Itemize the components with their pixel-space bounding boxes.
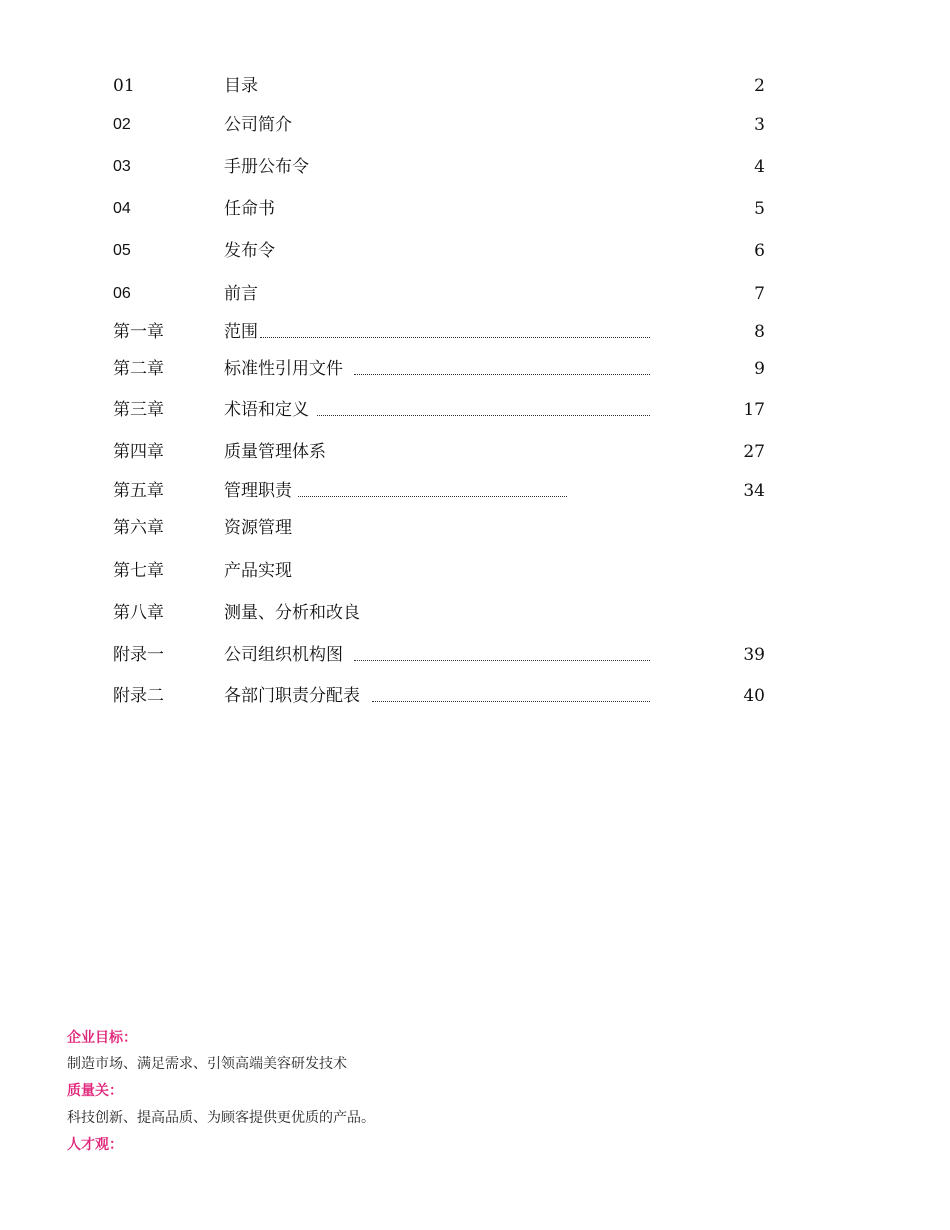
toc-title: 任命书: [224, 199, 275, 219]
quality-label: 质量关：: [67, 1083, 123, 1099]
toc-number: 第五章: [113, 481, 164, 501]
dot-leader: [317, 415, 650, 416]
toc-row[interactable]: [0, 110, 950, 140]
toc-number: 第七章: [113, 561, 164, 581]
toc-number: 第二章: [113, 359, 164, 379]
toc-row[interactable]: [0, 354, 950, 384]
toc-title: 前言: [224, 284, 258, 304]
toc-number: 第六章: [113, 518, 164, 538]
toc-row[interactable]: [0, 556, 950, 586]
toc-page-number: 6: [754, 241, 765, 261]
toc-row[interactable]: [0, 236, 950, 266]
toc-row[interactable]: [0, 152, 950, 182]
toc-row[interactable]: [0, 317, 950, 347]
toc-page-number: 27: [743, 442, 765, 462]
dot-leader: [298, 496, 567, 497]
toc-title: 公司组织机构图: [224, 645, 343, 665]
toc-title: 公司简介: [224, 115, 292, 135]
toc-number: 附录二: [113, 686, 164, 706]
toc-row[interactable]: [0, 437, 950, 467]
toc-title: 质量管理体系: [224, 442, 326, 462]
toc-row[interactable]: [0, 513, 950, 543]
toc-number: 第八章: [113, 603, 164, 623]
toc-row[interactable]: [0, 71, 950, 101]
toc-page-number: 7: [754, 284, 765, 304]
toc-number: 02: [113, 116, 131, 133]
toc-title: 资源管理: [224, 518, 292, 538]
toc-number: 第四章: [113, 442, 164, 462]
toc-title: 手册公布令: [224, 157, 309, 177]
toc-title: 术语和定义: [224, 400, 309, 420]
toc-page-number: 9: [754, 359, 765, 379]
toc-title: 范围: [224, 322, 258, 342]
toc-title: 测量、分析和改良: [224, 603, 360, 623]
toc-number: 06: [113, 285, 131, 302]
toc-title: 产品实现: [224, 561, 292, 581]
toc-number: 04: [113, 200, 131, 217]
toc-row[interactable]: [0, 194, 950, 224]
toc-number: 第一章: [113, 322, 164, 342]
toc-row[interactable]: [0, 476, 950, 506]
talent-label: 人才观：: [67, 1137, 123, 1153]
toc-page-number: 34: [743, 481, 765, 501]
dot-leader: [354, 660, 650, 661]
dot-leader: [372, 701, 650, 702]
toc-number: 05: [113, 242, 131, 259]
toc-page-number: 39: [743, 645, 765, 665]
toc-title: 各部门职责分配表: [224, 686, 360, 706]
toc-page-number: 3: [754, 115, 765, 135]
toc-number: 01: [113, 76, 135, 96]
goal-text: 制造市场、满足需求、引领高端美容研发技术: [67, 1056, 347, 1072]
toc-page-number: 2: [754, 76, 765, 96]
quality-text: 科技创新、提高品质、为顾客提供更优质的产品。: [67, 1110, 375, 1126]
toc-row[interactable]: [0, 279, 950, 309]
toc-row[interactable]: [0, 598, 950, 628]
toc-row[interactable]: [0, 395, 950, 425]
goal-label: 企业目标：: [67, 1030, 137, 1046]
toc-page-number: 5: [754, 199, 765, 219]
toc-number: 第三章: [113, 400, 164, 420]
toc-row[interactable]: [0, 640, 950, 670]
toc-page-number: 8: [754, 322, 765, 342]
toc-title: 管理职责: [224, 481, 292, 501]
toc-page-number: 4: [754, 157, 765, 177]
toc-title: 目录: [224, 76, 258, 96]
toc-page-number: 40: [743, 686, 765, 706]
dot-leader: [354, 374, 650, 375]
dot-leader: [260, 337, 650, 338]
toc-number: 03: [113, 158, 131, 175]
toc-number: 附录一: [113, 645, 164, 665]
toc-title: 发布令: [224, 241, 275, 261]
toc-page-number: 17: [743, 400, 765, 420]
toc-row[interactable]: [0, 681, 950, 711]
toc-title: 标准性引用文件: [224, 359, 343, 379]
